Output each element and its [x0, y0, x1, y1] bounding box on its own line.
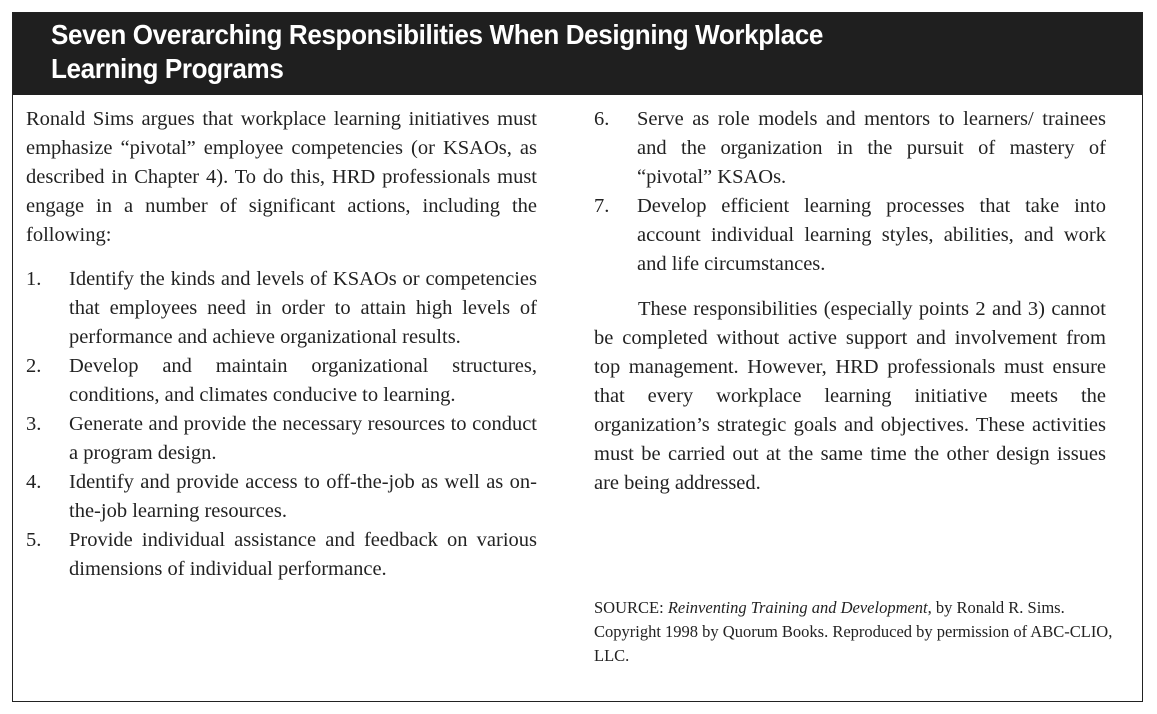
list-item-text: Generate and provide the necessary resources to conduct a program design. [69, 413, 537, 464]
list-item [26, 265, 537, 352]
list-item-text: Develop efficient learning processes that take into account individual learning styles, abilities, and work and life circumstances. [637, 195, 1106, 275]
list-item-number: 4. [26, 471, 42, 493]
list-item [26, 352, 537, 410]
list-item [26, 410, 537, 468]
list-item-text: Serve as role models and mentors to learners/ trainees and the organization in the pursuit of mastery of “pivotal” KSAOs. [637, 108, 1106, 188]
source-book-title: Reinventing Training and Development [667, 598, 928, 617]
list-item-number: 7. [594, 195, 610, 217]
box-title-line-1: Seven Overarching Responsibilities When Designing Workplace [51, 19, 824, 50]
list-item-text: Identify the kinds and levels of KSAOs or competencies that employees need in order to attain high levels of performance and achieve organizational results. [69, 268, 537, 348]
source-prefix: SOURCE: [594, 598, 668, 617]
box-title-line-2: Learning Programs [51, 53, 284, 84]
list-item-number: 3. [26, 413, 42, 435]
list-item [594, 192, 1106, 279]
box-title [51, 18, 1066, 86]
right-column [594, 105, 1106, 498]
list-item-number: 5. [26, 529, 42, 551]
responsibility-list-part-1 [26, 265, 537, 584]
responsibility-list-part-2 [594, 105, 1106, 279]
list-item [26, 526, 537, 584]
list-item [26, 468, 537, 526]
source-citation [594, 596, 1114, 668]
list-item-number: 1. [26, 268, 42, 290]
closing-paragraph: These responsibilities (especially points 2 and 3) cannot be completed without active support and involvement from top management. However, HRD professionals must ensure that every workplace learning initiative meets the organization’s strategic goals and objectives. These activities must be carried out at the same time the other design issues are being addressed. [594, 298, 1106, 494]
list-item-text: Develop and maintain organizational structures, conditions, and climates conducive to learning. [69, 355, 537, 406]
left-column [26, 105, 537, 584]
list-item-text: Identify and provide access to off-the-job as well as on-the-job learning resources. [69, 471, 537, 522]
list-item-number: 6. [594, 108, 610, 130]
list-item-text: Provide individual assistance and feedback on various dimensions of individual performance. [69, 529, 537, 580]
source-details: , by Ronald R. Sims. Copyright 1998 by Quorum Books. Reproduced by permission of ABC-CLIO, LLC. [594, 598, 1113, 665]
list-item [594, 105, 1106, 192]
list-item-number: 2. [26, 355, 42, 377]
intro-paragraph: Ronald Sims argues that workplace learning initiatives must emphasize “pivotal” employee competencies (or KSAOs, as described in Chapter 4). To do this, HRD professionals must engage in a number of significant actions, including the following: [26, 108, 537, 246]
box-header [13, 13, 1142, 95]
